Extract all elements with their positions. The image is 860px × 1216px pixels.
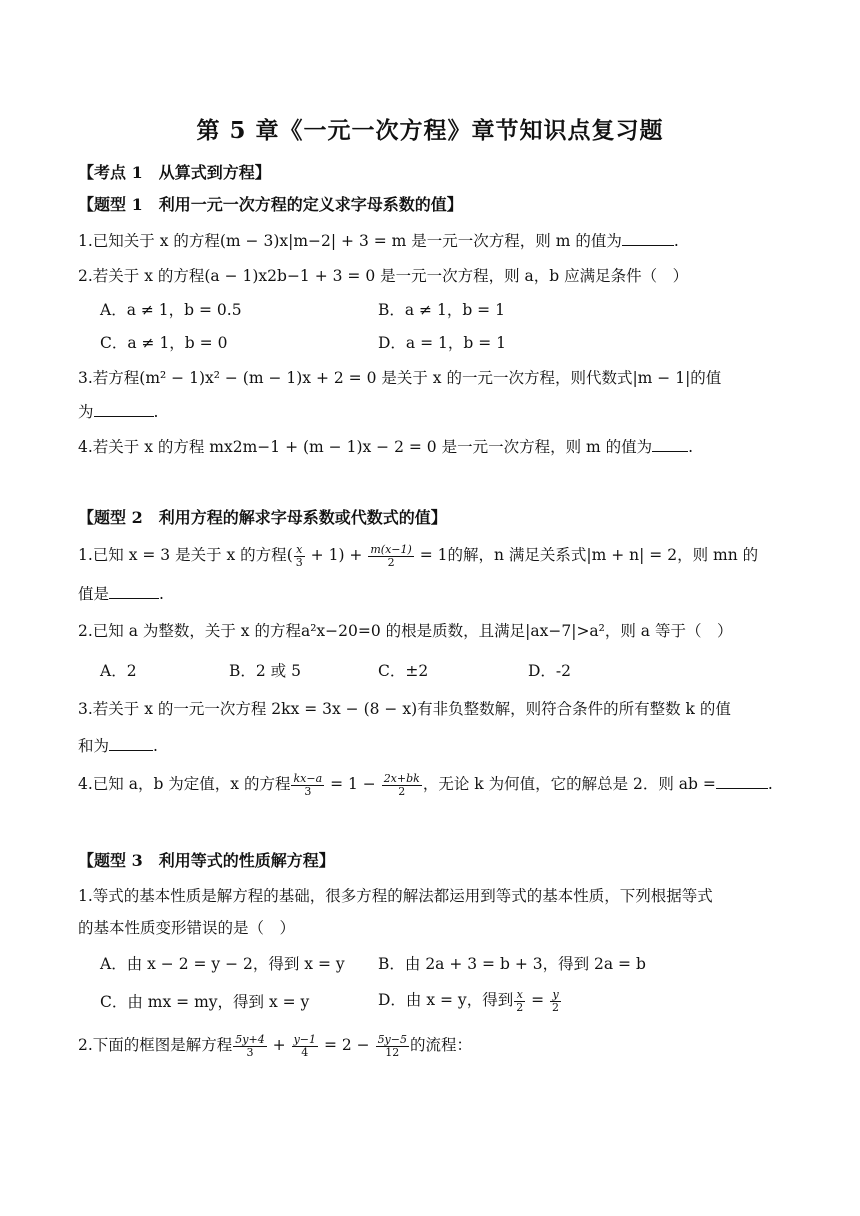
option-c: C．±2 — [378, 662, 429, 680]
question-end: . — [673, 232, 679, 250]
question-text: 1.已知 x = 3 是关于 x 的方程 — [78, 546, 287, 564]
question-2-2: 2.已知 a 为整数，关于 x 的方程a²x−20=0 的根是质数，且满足|ax−7|>a²，则 a 等于（ ） — [78, 622, 733, 640]
question-end: . — [767, 775, 773, 793]
option-a: A．a ≠ 1，b = 0.5 — [100, 301, 242, 319]
subsection-heading-tixing-1: 【题型 1 利用一元一次方程的定义求字母系数的值】 — [78, 195, 463, 214]
answer-blank[interactable] — [652, 437, 688, 452]
section-heading-kaodian-1: 【考点 1 从算式到方程】 — [78, 163, 271, 182]
equation-fraction: $\frac{x}{2}$ = $\frac{y}{2}$ — [516, 987, 560, 1014]
question-1-3-line1: 3.若方程(m² − 1)x² − (m − 1)x + 2 = 0 是关于 x 的一元一次方程，则代数式|m − 1|的值 — [78, 369, 722, 387]
question-2-1-line2 — [78, 582, 164, 604]
question-1-4 — [78, 435, 693, 457]
subsection-heading-tixing-2: 【题型 2 利用方程的解求字母系数或代数式的值】 — [78, 508, 447, 527]
question-text: 1.已知关于 x 的方程(m − 3)x|m−2| + 3 = m 是一元一次方程，则 m 的值为 — [78, 232, 622, 250]
page-title: 第 5 章《一元一次方程》章节知识点复习题 — [196, 117, 664, 144]
question-1-3-line2 — [78, 400, 158, 422]
option-c: C．a ≠ 1，b = 0 — [100, 334, 228, 352]
question-end: . — [153, 403, 159, 421]
question-3-2 — [78, 1033, 472, 1059]
question-text: 2.若关于 x 的方程(a − 1)x2b−1 + 3 = 0 是一元一次方程，则 a，b 应满足条件（ ） — [78, 267, 689, 285]
equation-fraction: $\frac{5y+4}{3}$ + $\frac{y-1}{4}$ = 2 − $\frac{5y-5}{12}$ — [235, 1032, 407, 1059]
question-text: 的流程： — [410, 1036, 473, 1054]
equation-fraction: $\frac{kx-a}{3}$ = 1 − $\frac{2x+bk}{2}$ — [293, 771, 420, 798]
option-d: D．a = 1，b = 1 — [378, 334, 506, 352]
question-3-1-line1: 1.等式的基本性质是解方程的基础，很多方程的解法都运用到等式的基本性质，下列根据等式 — [78, 887, 713, 905]
option-b: B．a ≠ 1，b = 1 — [378, 301, 505, 319]
question-end: . — [153, 737, 158, 755]
question-1-1 — [78, 229, 679, 251]
option-text: D．由 x = y，得到 — [378, 991, 514, 1009]
answer-blank[interactable] — [622, 231, 674, 246]
question-1-2 — [78, 264, 688, 286]
question-3-1-line2: 的基本性质变形错误的是（ ） — [78, 919, 296, 937]
question-text: ，无论 k 为何值，它的解总是 2．则 ab = — [422, 775, 716, 793]
answer-blank[interactable] — [109, 736, 153, 751]
subsection-heading-tixing-3: 【题型 3 利用等式的性质解方程】 — [78, 851, 335, 870]
question-end: . — [159, 585, 164, 603]
option-d: D．-2 — [528, 662, 572, 680]
question-2-4 — [78, 772, 773, 798]
question-2-3-line1: 3.若关于 x 的一元一次方程 2kx = 3x − (8 − x)有非负整数解，则符合条件的所有整数 k 的值 — [78, 700, 731, 718]
option-a: A．2 — [100, 662, 137, 680]
question-text: 值是 — [78, 585, 110, 603]
question-text: 4.若关于 x 的方程 mx2m−1 + (m − 1)x − 2 = 0 是一元一次方程，则 m 的值为 — [78, 438, 653, 456]
question-2-1 — [78, 543, 758, 569]
question-text: 和为 — [78, 737, 110, 755]
question-text: 4.已知 a，b 为定值，x 的方程 — [78, 775, 291, 793]
question-text: 为 — [78, 403, 94, 421]
equation-fraction: ( $\frac{x}{3}$ + 1) + $\frac{m(x-1)}{2}$ = 1 — [286, 542, 448, 569]
question-2-3-line2 — [78, 734, 158, 756]
answer-blank[interactable] — [109, 584, 159, 599]
question-text: 的解，n 满足关系式|m + n| = 2，则 mn 的 — [447, 546, 759, 564]
answer-blank[interactable] — [716, 774, 768, 789]
question-text: 2.下面的框图是解方程 — [78, 1036, 233, 1054]
question-end: . — [688, 438, 694, 456]
option-d — [378, 988, 562, 1014]
answer-blank[interactable] — [94, 402, 154, 417]
option-a: A．由 x − 2 = y − 2，得到 x = y — [100, 955, 345, 973]
option-c: C．由 mx = my，得到 x = y — [100, 993, 310, 1011]
option-b: B．2 或 5 — [229, 662, 301, 680]
option-b: B．由 2a + 3 = b + 3，得到 2a = b — [378, 955, 646, 973]
